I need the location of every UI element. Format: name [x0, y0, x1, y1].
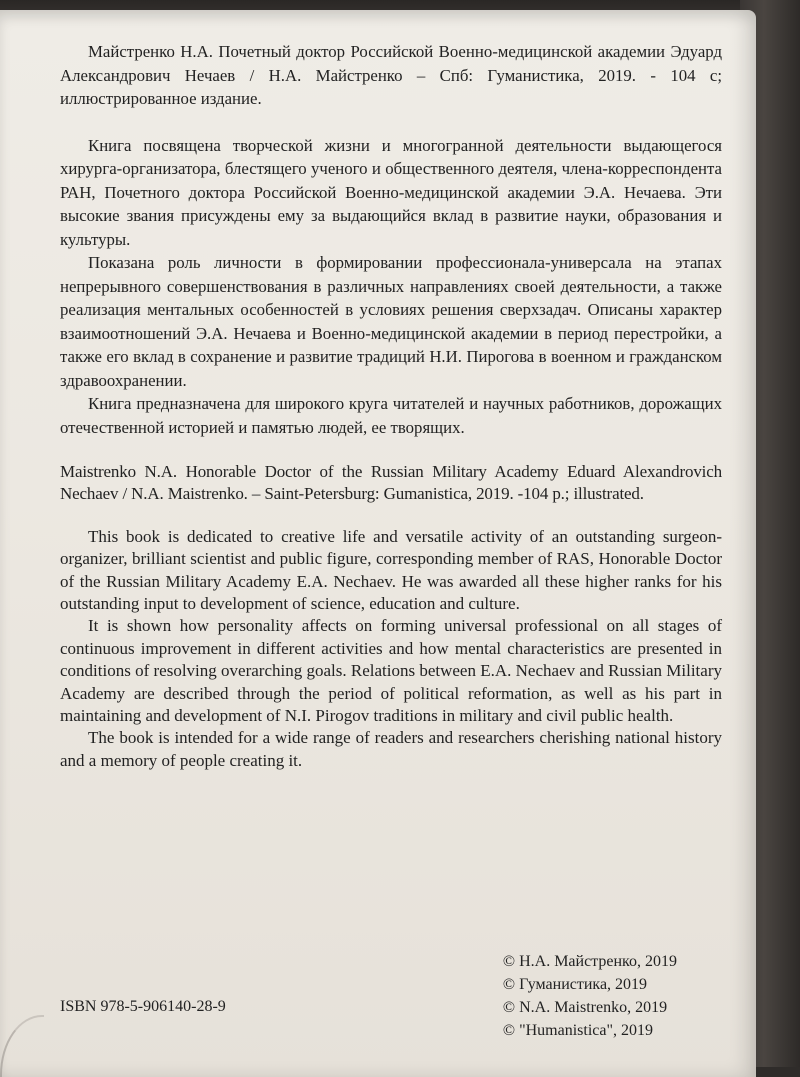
abstract-en-paragraph: It is shown how personality affects on forming universal professional on all stages of continuous improvement in different activities and how mental characteristics are presented in conditions of resolving overarching goals. Relations between E.A. Nechaev and Russian Military Academy are described through the period of political reformation, as well as his part in maintaining and development of N.I. Pirogov traditions in military and civil public health. — [60, 616, 722, 726]
abstract-en-paragraph: This book is dedicated to creative life and versatile activity of an outstanding surgeon-organizer, brilliant scientist and public figure, corresponding member of RAS, Honorable Doctor of the Russian Military Academy E.A. Nechaev. He was awarded all these higher ranks for his outstanding input to development of science, education and culture. — [60, 526, 722, 614]
abstract-ru-paragraph: Показана роль личности в формировании профессионала-универсала на этапах непрерывного совершенствования в различных направлениях своей деятельности, а также реализация ментальных особенностей в условиях решения сверхзадач. Описаны характер взаимоотношений Э.А. Нечаева и Военно-медицинской академии в период перестройки, а также его вклад в сохранение и развитие традиций Н.И. Пирогова в военном и гражданском здравоохранении. — [60, 253, 722, 390]
book-page — [0, 10, 756, 1077]
bibliography-en: Maistrenko N.A. Honorable Doctor of the Russian Military Academy Eduard Alexandrovich Nechaev / N.A. Maistrenko. – Saint-Petersburg: Gumanistica, 2019. -104 p.; illustrated. — [60, 462, 722, 504]
page-footer — [60, 940, 722, 1050]
abstract-ru-paragraph: Книга предназначена для широкого круга читателей и научных работников, дорожащих отечественной историей и памятью людей, ее творящих. — [60, 394, 722, 437]
copyright-line: © Гуманистика, 2019 — [502, 976, 648, 993]
isbn: ISBN 978-5-906140-28-9 — [60, 998, 226, 1015]
abstract-ru — [60, 134, 722, 440]
copyright-line: © Н.А. Майстренко, 2019 — [502, 953, 677, 970]
copyright-line: © "Humanistica", 2019 — [502, 1022, 654, 1039]
copyright-list — [503, 950, 677, 1042]
page-content — [60, 40, 722, 772]
page-curl — [0, 1015, 44, 1077]
bibliography-ru: Майстренко Н.А. Почетный доктор Российской Военно-медицинской академии Эдуард Александрович Нечаев / Н.А. Майстренко – Спб: Гуманистика, 2019. - 104 с; иллюстрированное издание. — [60, 42, 722, 108]
abstract-en-paragraph: The book is intended for a wide range of readers and researchers cherishing national history and a memory of people creating it. — [60, 728, 722, 770]
abstract-en — [60, 526, 722, 772]
copyright-line: © N.A. Maistrenko, 2019 — [502, 999, 668, 1016]
abstract-ru-paragraph: Книга посвящена творческой жизни и многогранной деятельности выдающегося хирурга-организатора, блестящего ученого и общественного деятеля, члена-корреспондента РАН, Почетного доктора Российской Военно-медицинской академии Э.А. Нечаева. Эти высокие звания присуждены ему за выдающийся вклад в развитие науки, образования и культуры. — [60, 135, 722, 249]
